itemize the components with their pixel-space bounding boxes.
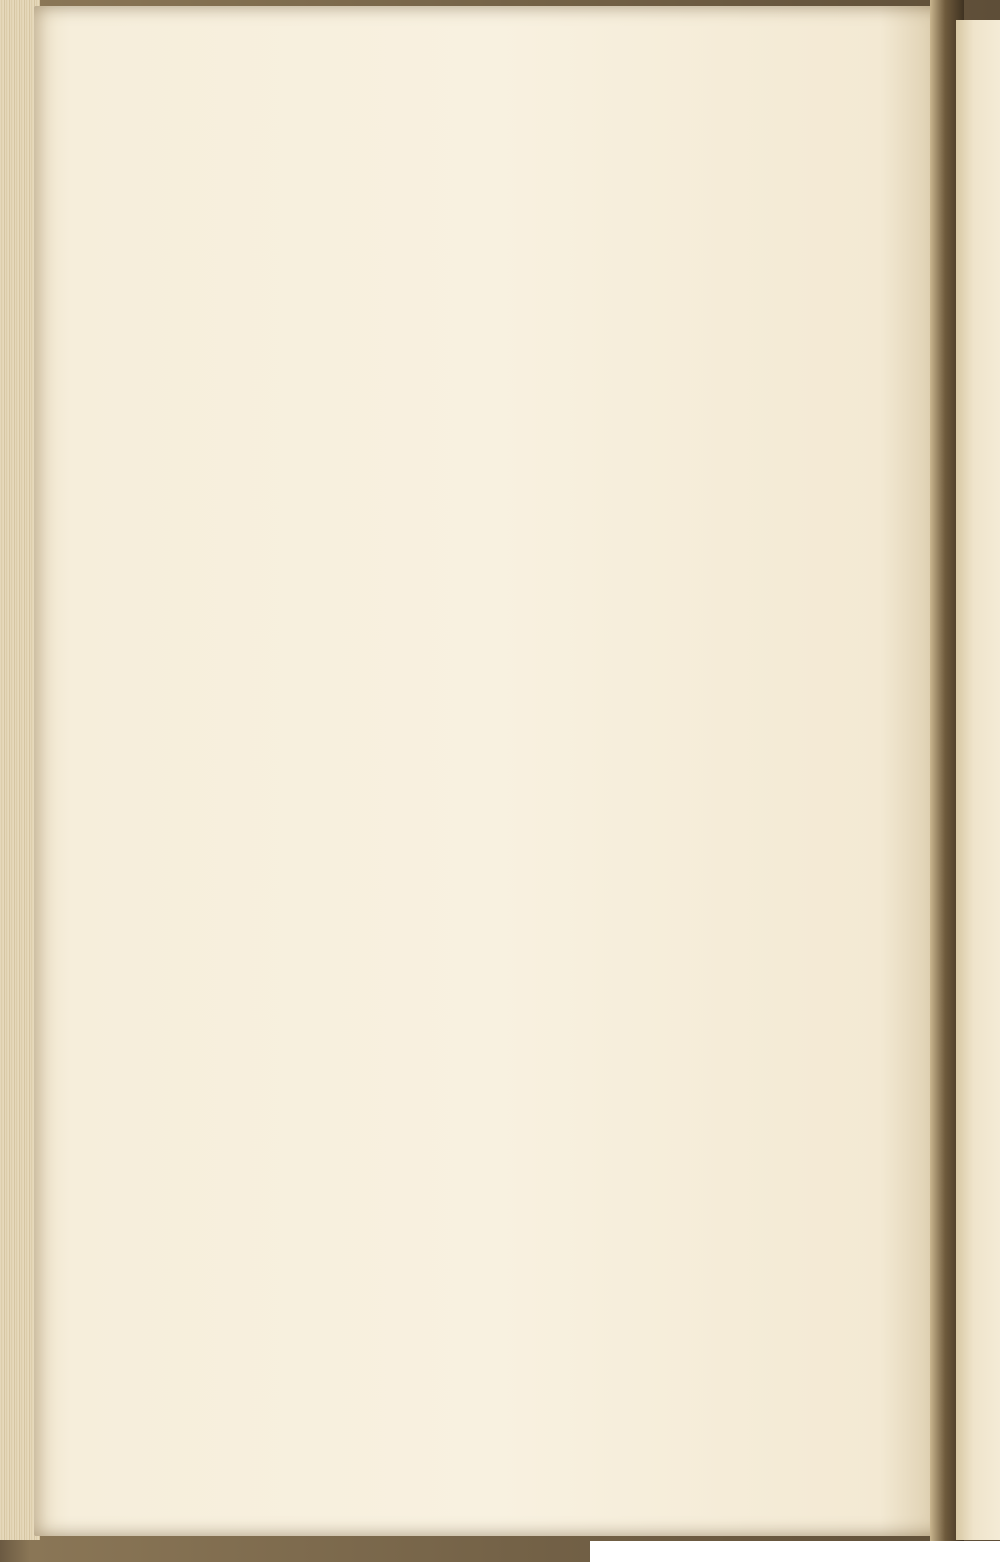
facing-page-edge <box>956 20 1000 1540</box>
digitization-footer <box>590 1541 1000 1562</box>
book-page <box>34 6 954 1536</box>
